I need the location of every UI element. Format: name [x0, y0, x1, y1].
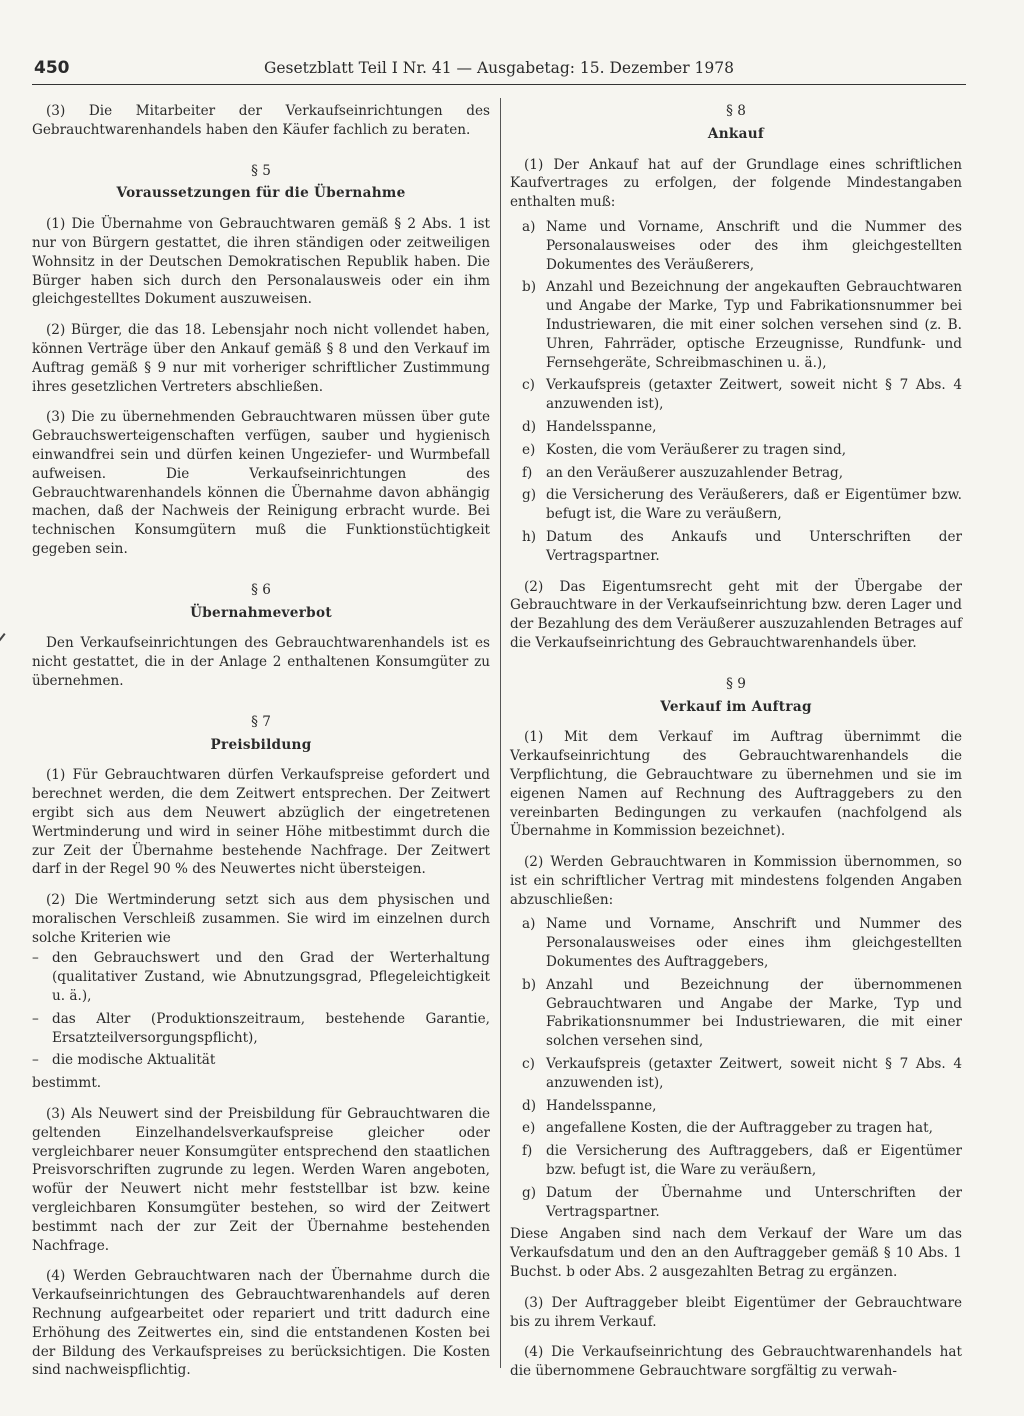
list-item-text: Datum des Ankaufs und Unterschriften der Vertragspartner. — [546, 528, 962, 564]
list-item-marker: d) — [522, 1097, 537, 1114]
right-column — [510, 102, 962, 1393]
list-item-marker: c) — [522, 1056, 535, 1073]
list-item-marker: f) — [522, 464, 533, 481]
list-item-text: Handelsspanne, — [546, 418, 657, 435]
running-title: Gesetzblatt Teil I Nr. 41 — Ausgabetag: 15. Dezember 1978 — [264, 59, 735, 77]
list-item-text: den Gebrauchswert und den Grad der Werterhaltung (qualitativer Zustand, wie Abnutzungsgrad, Pflegeleichtigkeit u. ä.), — [52, 950, 490, 1005]
page-header — [32, 58, 966, 85]
section-5-title: Voraussetzungen für die Übernahme — [116, 185, 406, 202]
list-item-marker: f) — [522, 1143, 533, 1160]
list-item-text: an den Veräußerer auszuzahlender Betrag, — [546, 464, 844, 481]
list-item-text: Kosten, die vom Veräußerer zu tragen sind, — [546, 441, 847, 458]
section-7-number: § 7 — [251, 713, 271, 730]
list-item-marker: g) — [522, 487, 537, 504]
list-item-marker: b) — [522, 279, 537, 296]
list-item — [510, 218, 962, 274]
section-7-bestimmt: bestimmt. — [32, 1075, 102, 1092]
list-item — [510, 915, 962, 971]
list-item — [510, 1142, 962, 1180]
dash-marker: – — [32, 1010, 39, 1027]
section-6-paragraph-1: Den Verkaufseinrichtungen des Gebrauchtwarenhandels ist es nicht gestattet, die in der Anlage 2 enthaltenen Konsumgüter zu übernehmen. — [32, 635, 490, 689]
section-7-dash-list — [32, 949, 490, 1070]
list-item — [32, 949, 490, 1005]
list-item — [510, 1097, 962, 1116]
section-8-number: § 8 — [726, 103, 746, 119]
section-9-number: § 9 — [726, 675, 746, 692]
list-item-marker: h) — [522, 528, 537, 545]
list-item-marker: b) — [522, 976, 537, 993]
section-7-paragraph-4: (4) Werden Gebrauchtwaren nach der Übernahme durch die Verkaufseinrichtungen des Gebrauchtwarenhandels auf deren Rechnung aufgearbeitet oder repariert und tritt dadurch eine Erhöhung des Zeitwertes ein, sind die entstandenen Kosten bei der Bildung des Verkaufspreises zu berücksichtigen. Die Kosten sind nachweispflichtig. — [32, 1268, 490, 1379]
section-7-title: Preisbildung — [210, 736, 312, 753]
list-item — [510, 376, 962, 414]
section-5-paragraph-3: (3) Die zu übernehmenden Gebrauchtwaren müssen über gute Gebrauchswerteigenschaften verfügen, sauber und hygienisch einwandfrei sein und dürfen keinen Ungeziefer- und Wurmbefall aufweisen. Die Verkaufseinrichtungen des Gebrauchtwarenhandels können die Übernahme davon abhängig machen, daß der Nachweis der Reinigung erbracht wurde. Bei technischen Konsumgütern muß die Funktionstüchtigkeit gegeben sein. — [32, 409, 490, 557]
section-9-paragraph-2: (2) Werden Gebrauchtwaren in Kommission übernommen, so ist ein schriftlicher Vertrag mit mindestens folgenden Angaben abzuschließen: — [510, 854, 962, 908]
section-9-item-list — [510, 915, 962, 1221]
page-number: 450 — [34, 58, 70, 78]
list-item-text: Verkaufspreis (getaxter Zeitwert, soweit nicht § 7 Abs. 4 anzuwenden ist), — [546, 377, 962, 413]
section-5-paragraph-2: (2) Bürger, die das 18. Lebensjahr noch nicht vollendet haben, können Verträge über den Ankauf gemäß § 8 und den Verkauf im Auftrag gemäß § 9 nur mit vorheriger schriftlicher Zustimmung ihres gesetzlichen Vertreters abschließen. — [32, 322, 490, 395]
margin-pencil-mark — [0, 633, 6, 675]
list-item-text: die modische Aktualität — [52, 1052, 216, 1069]
list-item-text: Anzahl und Bezeichnung der angekauften Gebrauchtwaren und Angabe der Marke, Typ und Fabrikationsnummer bei Industriewaren, die mit einer solchen versehen sind (z. B. Uhren, Fahrräder, optische Erzeugnisse, Rundfunk- und Fernsehgeräte, Schreibmaschinen u. ä.), — [546, 279, 962, 371]
section-9-title: Verkauf im Auftrag — [660, 698, 812, 715]
list-item — [510, 441, 962, 460]
section-6-title: Übernahmeverbot — [190, 604, 332, 621]
list-item-text: Name und Vorname, Anschrift und Nummer des Personalausweises oder eines ihm gleichgestellten Dokumentes des Auftraggebers, — [546, 916, 962, 971]
list-item — [510, 278, 962, 372]
list-item — [510, 1119, 962, 1138]
section-6-number: § 6 — [251, 581, 271, 598]
list-item-marker: c) — [522, 377, 535, 394]
section-8-paragraph-2: (2) Das Eigentumsrecht geht mit der Übergabe der Gebrauchtware in der Verkaufseinrichtung bzw. deren Lager und der Bezahlung des dem Veräußerer auszuzahlenden Betrages auf die Verkaufseinrichtung des Gebrauchtwarenhandels über. — [510, 578, 962, 651]
list-item-text: das Alter (Produktionszeitraum, bestehende Garantie, Ersatzteilversorgungspflicht), — [52, 1010, 490, 1046]
section-8-title: Ankauf — [707, 125, 765, 142]
section-9-after-list: Diese Angaben sind nach dem Verkauf der Ware um das Verkaufsdatum und den an den Auftraggeber gemäß § 10 Abs. 1 Buchst. b oder Abs. 2 ausgezahlten Betrag zu ergänzen. — [510, 1226, 962, 1281]
list-item-text: angefallene Kosten, die der Auftraggeber zu tragen hat, — [546, 1120, 933, 1137]
section-9-paragraph-1: (1) Mit dem Verkauf im Auftrag übernimmt die Verkaufseinrichtung des Gebrauchtwarenhandels die Verpflichtung, die Gebrauchtware zu übernehmen und sie im eigenen Namen auf Rechnung des Auftraggebers zu den vereinbarten Bedingungen zu verkaufen (nachfolgend als Übernahme in Kommission bezeichnet). — [510, 729, 962, 840]
list-item-marker: e) — [522, 441, 536, 458]
section-5-paragraph-1: (1) Die Übernahme von Gebrauchtwaren gemäß § 2 Abs. 1 ist nur von Bürgern gestattet, die ihren ständigen oder zeitweiligen Wohnsitz in der Deutschen Demokratischen Republik haben. Die Bürger haben sich durch den Personalausweis oder ein ihm gleichgestelltes Dokument auszuweisen. — [32, 216, 490, 308]
section-7-paragraph-1: (1) Für Gebrauchtwaren dürfen Verkaufspreise gefordert und berechnet werden, die dem Zeitwert entsprechen. Der Zeitwert ergibt sich aus dem Neuwert abzüglich der eingetretenen Wertminderung und wird in seiner Höhe mitbestimmt durch die zur Zeit der Übernahme bestehende Nachfrage. Der Zeitwert darf in der Regel 90 % des Neuwertes nicht übersteigen. — [32, 767, 490, 878]
section-9-paragraph-3: (3) Der Auftraggeber bleibt Eigentümer der Gebrauchtware bis zu ihrem Verkauf. — [510, 1294, 962, 1330]
list-item-marker: a) — [522, 916, 536, 933]
list-item-text: Verkaufspreis (getaxter Zeitwert, soweit nicht § 7 Abs. 4 anzuwenden ist), — [546, 1056, 962, 1091]
section-8-paragraph-1: (1) Der Ankauf hat auf der Grundlage eines schriftlichen Kaufvertrages zu erfolgen, der folgende Mindestangaben enthalten muß: — [510, 156, 962, 211]
list-item — [510, 486, 962, 524]
section-5-number: § 5 — [251, 162, 271, 179]
list-item — [510, 528, 962, 566]
left-column — [32, 102, 490, 1392]
dash-marker: – — [32, 950, 39, 967]
list-item-marker: a) — [522, 218, 536, 235]
dash-marker: – — [32, 1052, 39, 1069]
list-item — [510, 976, 962, 1051]
list-item-text: die Versicherung des Veräußerers, daß er Eigentümer bzw. befugt ist, die Ware zu veräußern, — [546, 487, 962, 523]
list-item-text: Datum der Übernahme und Unterschriften der Vertragspartner. — [546, 1184, 962, 1220]
section-7-paragraph-3: (3) Als Neuwert sind der Preisbildung für Gebrauchtwaren die geltenden Einzelhandelsverkaufspreise gleicher oder vergleichbarer neuer Konsumgüter entsprechend den staatlichen Preisvorschriften zugrunde zu legen. Werden Waren angeboten, wofür der Neuwert nicht mehr feststellbar ist bzw. keine vergleichbaren Konsumgüter bestehen, so wird der Zeitwert bestimmt nach der zur Zeit der Übernahme bestehenden Nachfrage. — [32, 1106, 490, 1254]
paragraph-4-3: (3) Die Mitarbeiter der Verkaufseinrichtungen des Gebrauchtwarenhandels haben den Käufer fachlich zu beraten. — [32, 103, 490, 138]
section-8-item-list — [510, 218, 962, 566]
list-item-text: Name und Vorname, Anschrift und die Nummer des Personalausweises oder des ihm gleichgestellten Dokumentes des Veräußerers, — [546, 218, 962, 273]
list-item — [510, 418, 962, 437]
section-7-paragraph-2: (2) Die Wertminderung setzt sich aus dem physischen und moralischen Verschleiß zusammen. Sie wird im einzelnen durch solche Kriterien wie — [32, 892, 490, 946]
column-divider — [500, 98, 501, 1368]
list-item — [510, 464, 962, 483]
list-item — [32, 1010, 490, 1048]
list-item-marker: g) — [522, 1184, 537, 1201]
section-9-paragraph-4: (4) Die Verkaufseinrichtung des Gebrauchtwarenhandels hat die übernommene Gebrauchtware sorgfältig zu verwah- — [510, 1344, 962, 1380]
list-item — [32, 1051, 490, 1070]
list-item-marker: e) — [522, 1120, 536, 1137]
list-item-text: Anzahl und Bezeichnung der übernommenen Gebrauchtwaren und Angabe der Marke, Typ und Fabrikationsnummer bei Industriewaren, die mit einer solchen versehen sind, — [546, 976, 962, 1050]
list-item — [510, 1055, 962, 1093]
list-item-text: die Versicherung des Auftraggebers, daß er Eigentümer bzw. befugt ist, die Ware zu veräußern, — [546, 1143, 962, 1179]
list-item — [510, 1184, 962, 1222]
list-item-text: Handelsspanne, — [546, 1097, 657, 1114]
list-item-marker: d) — [522, 418, 537, 435]
